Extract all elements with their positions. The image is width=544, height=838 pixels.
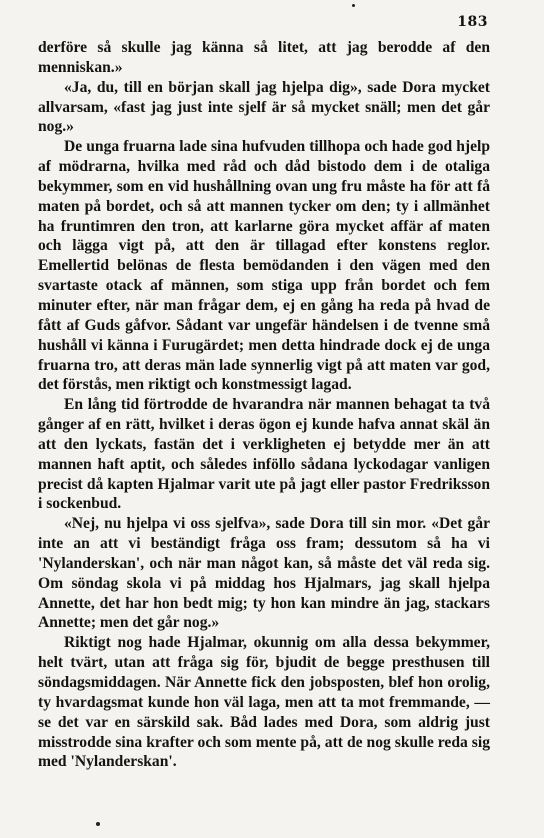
paragraph: En lång tid förtrodde de hvarandra när mannen behagat ta två gånger af en rätt, hvilket i deras ögon ej kunde hafva annat skäl än att den lyckats, fastän det i verkligheten ej betydde mer än att mannen haft aptit, och således inföllo sådana lyckodagar vanligen precist då kapten Hjalmar varit ute på jagt eller pastor Fredriksson i sockenbud. — [38, 396, 490, 513]
body-text — [38, 38, 490, 772]
ink-speck — [96, 822, 100, 826]
ink-speck — [352, 4, 355, 7]
paragraph: Riktigt nog hade Hjalmar, okunnig om alla dessa bekymmer, helt tvärt, utan att fråga sig för, bjudit de begge presthusen till söndagsmiddagen. När Annette fick den jobsposten, blef hon orolig, ty hvardagsmat kunde hon väl laga, men att ta mot fremmande, — se det var en särskild sak. Båd lades med Dora, som aldrig just misstrodde sina krafter och som mente på, att de nog skulle reda sig med 'Nylanderskan'. — [38, 634, 490, 771]
paragraph: «Nej, nu hjelpa vi oss sjelfva», sade Dora till sin mor. «Det går inte an att vi beständigt fråga oss fram; dessutom så ha vi 'Nylanderskan', och när man något kan, så måste det väl reda sig. Om söndag skola vi på middag hos Hjalmars, jag skall hjelpa Annette, det har hon bedt mig; ty hon kan mindre än jag, stackars Annette; men det går nog.» — [38, 515, 490, 632]
paragraph-continued: derföre så skulle jag känna så litet, att jag berodde af den menniskan.» — [38, 39, 490, 76]
paragraph: «Ja, du, till en början skall jag hjelpa dig», sade Dora mycket allvarsam, «fast jag just inte sjelf är så mycket snäll; men det går nog.» — [38, 78, 490, 136]
paragraph: De unga fruarna lade sina hufvuden tillhopa och hade god hjelp af mödrarna, hvilka med råd och dåd bistodo dem i de otaliga bekymmer, som en vid hushållning ovan ung fru måste ha för att få maten på bordet, och så att mannen tycker om den; ty i allmänhet ha fruntimren den tron, att karlarne göra mycket affär af maten och lägga vigt på, att den är tillagad efter konstens reglor. Emellertid belönas de flesta bemödanden i den vägen med den svartaste otack af männen, som stiga upp från bordet och fem minuter efter, när man frågar dem, ej en gång ha reda på hvad de fått af Guds gåfvor. Sådant var ungefär händelsen i de tvenne små hushåll vi känna i Furugärdet; men detta hindrade dock ej de unga fruarna tro, att deras män lade synnerlig vigt på att maten var god, det förstås, men riktigt och konstmessigt lagad. — [38, 138, 490, 394]
page-number: 183 — [457, 14, 488, 30]
